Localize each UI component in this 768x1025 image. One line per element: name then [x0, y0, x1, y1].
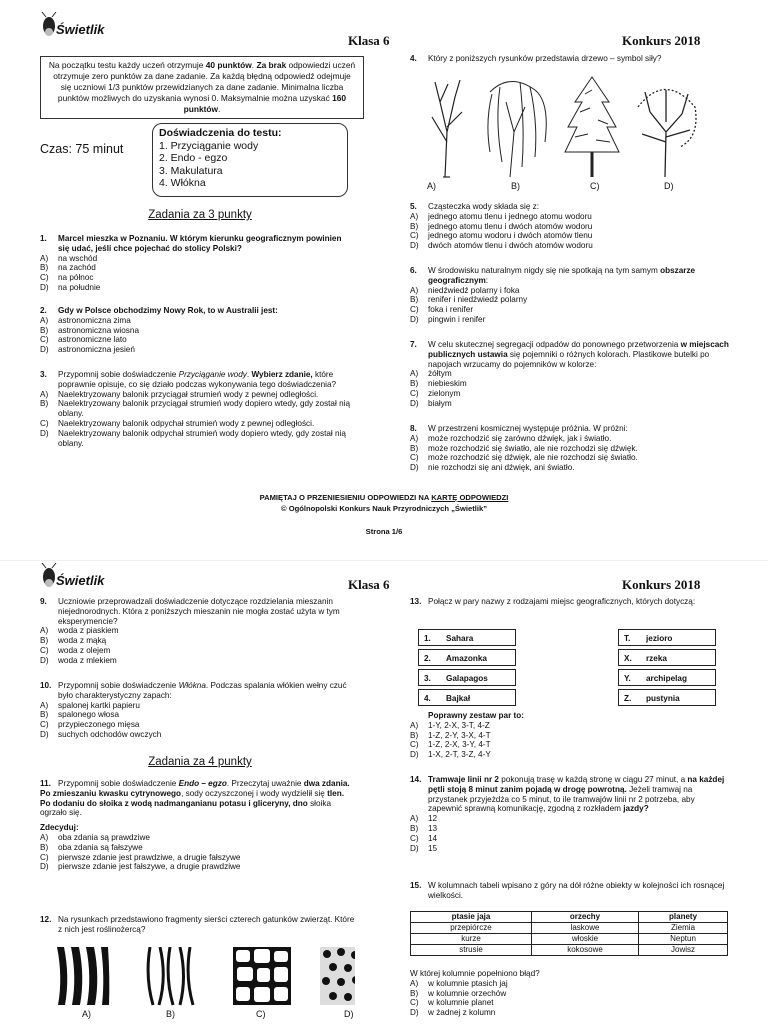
place-type-item[interactable]: X. rzeka — [618, 649, 716, 666]
question-2: 2. Gdy w Polsce obchodzimy Nowy Rok, to w Australii jest: A) astronomiczna zima B) astronomiczna wiosna C) astronomiczne lato D) astronomiczna jesień — [40, 306, 350, 355]
answer-option[interactable]: A) Naelektryzowany balonik przyciągał strumień wody z pewnej odległości. — [40, 389, 319, 399]
answer-option[interactable]: D) w żadnej z kolumn — [410, 1008, 496, 1018]
answer-option[interactable]: A) oba zdania są prawdziwe — [40, 832, 150, 842]
question-7: 7. W celu skutecznej segregacji odpadów do ponownego przetworzenia w miejscach publicznych ustawia się pojemniki o różnych kolorach. Plastikowe butelki po napojach wrzucamy do pojemników w kolorze: A) żółtym B) niebieskim C) zielonym D) białym — [410, 340, 729, 408]
page-footer: PAMIĘTAJ O PRZENIESIENIU ODPOWIEDZI NA KARTĘ ODPOWIEDZI © Ogólnopolski Konkurs Nauk Przyrodniczych „Świetlik” — [259, 493, 509, 513]
fur-label-d: D) — [344, 1009, 354, 1019]
answer-option[interactable]: D) Naelektryzowany balonik odpychał strumień wody dopiero wtedy, gdy został nią oblany. — [40, 428, 346, 448]
answer-option[interactable]: C) zielonym — [410, 388, 461, 398]
answer-option[interactable]: D) woda z mlekiem — [40, 655, 117, 665]
tree-label-d: D) — [664, 181, 674, 191]
fur-label-a: A) — [82, 1009, 91, 1019]
fur-c-giraffe-image — [233, 947, 291, 1005]
section-4-points: Zadania za 4 punkty — [148, 756, 252, 768]
answer-option[interactable]: D) pierwsze zdanie jest fałszywe, a drugie prawdziwe — [40, 862, 241, 872]
answer-option[interactable]: D) nie rozchodzi się ani dźwięk, ani światło. — [410, 463, 575, 473]
experiment-item: 4. Włókna — [159, 177, 206, 189]
answer-option[interactable]: D) na południe — [40, 282, 101, 292]
answer-option[interactable]: C) w kolumnie planet — [410, 998, 494, 1008]
answer-option[interactable]: A) na wschód — [40, 253, 98, 263]
places-list — [418, 629, 516, 706]
answer-option[interactable]: B) 13 — [410, 823, 438, 833]
place-item[interactable]: 3. Galapagos — [418, 669, 516, 686]
answer-option[interactable]: A) spalonej kartki papieru — [40, 700, 140, 710]
experiments-box — [152, 123, 348, 197]
contest-label: Konkurs 2018 — [622, 577, 701, 592]
table-row: kurze włoskie Neptun — [411, 934, 728, 945]
answer-option[interactable]: B) Naelektryzowany balonik przyciągał strumień wody dopiero wtedy, gdy został nią oblany. — [40, 399, 351, 419]
fur-a-zebra-image — [55, 947, 110, 1005]
question-5: 5. Cząsteczka wody składa się z: A) jednego atomu tlenu i jednego atomu wodoru B) jednego atomu tlenu i dwóch atomów wodoru C) jednego atomu wodoru i dwóch atomów tlenu D) dwóch atomów tlenu i dwóch atomów wodoru — [410, 202, 730, 251]
answer-option[interactable]: D) 1-X, 2-T, 3-Z, 4-Y — [410, 750, 491, 760]
answer-option[interactable]: D) 15 — [410, 843, 438, 853]
answer-option[interactable]: B) spalonego włosa — [40, 710, 119, 720]
table-row: przepiórcze laskowe Ziemia — [411, 923, 728, 934]
question-10: 10. Przypomnij sobie doświadczenie Włókna. Podczas spalania włókien wełny czuć było charakterystyczny zapach: A) spalonej kartki papieru B) spalonego włosa C) przypieczonego mięsa D) suchych odchodów owczych — [40, 681, 358, 740]
table-row: strusie kokosowe Jowisz — [411, 945, 728, 956]
answer-option[interactable]: B) astronomiczna wiosna — [40, 325, 140, 335]
trees-figure — [410, 72, 710, 182]
question-12: 12. Na rysunkach przedstawiono fragmenty sierści czterech gatunków zwierząt. Które z nich jest roślinożercą? — [40, 915, 355, 934]
swietlik-logo: Świetlik — [34, 561, 104, 595]
answer-option[interactable]: C) przypieczonego mięsa — [40, 720, 140, 730]
contest-label: Konkurs 2018 — [622, 33, 701, 48]
place-type-item[interactable]: Z. pustynia — [618, 689, 716, 706]
answer-option[interactable]: C) Naelektryzowany balonik odpychał strumień wody z pewnej odległości. — [40, 418, 315, 428]
answer-option[interactable]: D) dwóch atomów tlenu i dwóch atomów wodoru — [410, 241, 593, 251]
tree-b-image — [488, 81, 546, 177]
question-8: 8. W przestrzeni kosmicznej występuje próżnia. W próżni: A) może rozchodzić się zarówno dźwięk, jak i światło. B) może rozchodzić się światło, ale nie rozchodzi się dźwięk. C) może rozchodzić się dźwięk, ale nie rozchodzi się światło. D) nie rozchodzi się ani dźwięk, ani światło. — [410, 424, 730, 473]
intro-box: Na początku testu każdy uczeń otrzymuje 40 punktów. Za brak odpowiedzi uczeń otrzymuje zero punktów za dane zadanie. Za każdą błędną odpowiedź odejmuje się uczniowi 1/3 punktów przewidzianych za dane zadanie. Minimalna liczba punktów możliwych do uzyskania wynosi 0. Maksymalnie można uzyskać 160 punktów. — [40, 56, 364, 119]
fur-d-leopard-image — [320, 947, 355, 1005]
time-label: Czas: 75 minut — [40, 142, 124, 156]
answer-option[interactable]: C) jednego atomu wodoru i dwóch atomów tlenu — [410, 231, 593, 241]
answer-option[interactable]: A) jednego atomu tlenu i jednego atomu wodoru — [410, 211, 592, 221]
class-label: Klasa 6 — [348, 577, 390, 592]
tree-c-image — [565, 77, 619, 177]
answer-option[interactable]: C) 14 — [410, 833, 438, 843]
experiment-item: 2. Endo - egzo — [159, 152, 228, 164]
experiments-title: Doświadczenia do testu: — [159, 127, 282, 139]
answer-option[interactable]: A) w kolumnie ptasich jaj — [410, 978, 508, 988]
answer-option[interactable]: C) woda z olejem — [40, 645, 111, 655]
sizes-table — [410, 911, 728, 956]
fur-label-c: C) — [256, 1009, 266, 1019]
question-13-answers: Poprawny zestaw par to: A) 1-Y, 2-X, 3-T, 4-Z B) 1-Z, 2-Y, 3-X, 4-T C) 1-Z, 2-X, 3-Y, 4-T D) 1-X, 2-T, 3-Z, 4-Y — [410, 711, 730, 760]
question-1: 1. Marcel mieszka w Poznaniu. W którym kierunku geograficznym powinien się udać, jeśli chce pojechać do stolicy Polski? A) na wschód B) na zachód C) na północ D) na południe — [40, 234, 350, 293]
question-15-answers: W której kolumnie popełniono błąd? A) w kolumnie ptasich jaj B) w kolumnie orzechów C) w kolumnie planet D) w żadnej z kolumn — [410, 969, 730, 1018]
answer-option[interactable]: C) 1-Z, 2-X, 3-Y, 4-T — [410, 740, 491, 750]
swietlik-logo: Świetlik — [34, 10, 104, 44]
answer-option[interactable]: B) w kolumnie orzechów — [410, 988, 507, 998]
answer-option[interactable]: A) astronomiczna zima — [40, 315, 131, 325]
question-9: 9. Uczniowie przeprowadzali doświadczenie dotyczące rozdzielania mieszanin niejednorodnych. Która z poniższych mieszanin nie mogła zostać użyta w tym eksperymencie? A) woda z piaskiem B) woda z mąką C) woda z olejem D) woda z mlekiem — [40, 597, 358, 666]
answer-option[interactable]: B) niebieskim — [410, 379, 467, 389]
tree-label-a: A) — [427, 181, 436, 191]
page-2 — [0, 560, 768, 1025]
question-15: 15. W kolumnach tabeli wpisano z góry na dół różne obiekty w kolejności ich rosnącej wielkości. — [410, 881, 725, 900]
class-label: Klasa 6 — [348, 33, 390, 48]
answer-option[interactable]: A) woda z piaskiem — [40, 626, 119, 636]
page-number: Strona 1/6 — [365, 527, 403, 536]
column-header: ptasie jaja — [411, 912, 532, 923]
answer-option[interactable]: C) astronomiczne lato — [40, 335, 127, 345]
place-item[interactable]: 2. Amazonka — [418, 649, 516, 666]
answer-option[interactable]: C) pierwsze zdanie jest prawdziwe, a drugie fałszywe — [40, 852, 241, 862]
answer-option[interactable]: C) foka i renifer — [410, 305, 474, 315]
answer-option[interactable]: A) może rozchodzić się zarówno dźwięk, jak i światło. — [410, 433, 612, 443]
answer-option[interactable]: B) oba zdania są fałszywe — [40, 842, 143, 852]
tree-label-c: C) — [590, 181, 600, 191]
fur-label-b: B) — [166, 1009, 175, 1019]
answer-option[interactable]: B) może rozchodzić się światło, ale nie rozchodzi się dźwięk. — [410, 443, 638, 453]
answer-option[interactable]: B) woda z mąką — [40, 636, 107, 646]
answer-option[interactable]: D) astronomiczna jesień — [40, 345, 135, 355]
answer-option[interactable]: D) pingwin i renifer — [410, 314, 486, 324]
answer-option[interactable]: A) 12 — [410, 814, 438, 824]
question-11: 11. Przypomnij sobie doświadczenie Endo – egzo. Przeczytaj uważnie dwa zdania. Po zmieszaniu kwasku cytrynowego, sody oczyszczonej i wody wydzielił się tlen. Po dodaniu do słoika z wodą nadmanganianu potasu i gliceryny, dno słoika ogrzało się. Zdecyduj: A) oba zdania są prawdziwe B) oba zdania są fałszywe C) pierwsze zdanie jest prawdziwe, a drugie fałszywe D) pierwsze zdanie jest fałszywe, a drugie prawdziwe — [40, 779, 358, 872]
answer-option[interactable]: A) niedźwiedź polarny i foka — [410, 285, 520, 295]
place-type-item[interactable]: Y. archipelag — [618, 669, 716, 686]
page-1 — [0, 0, 768, 512]
question-14: 14. Tramwaje linii nr 2 pokonują trasę w każdą stronę w ciągu 27 minut, a na każdej pętli stoją 8 minut zanim pojadą w drogę powrotną. Jeżeli tramwaj na przystanek przyjeżdża co 5 minut, to ile tramwajów linii nr 2 potrzeba, aby zapewnić sprawną komunikację, zgodną z rozkładem jazdy? A) 12 B) 13 C) 14 D) 15 — [410, 775, 730, 853]
place-types-list — [618, 629, 716, 706]
tree-a-image — [432, 80, 462, 177]
fur-b-tiger-image — [148, 947, 193, 1005]
tree-label-b: B) — [511, 181, 520, 191]
place-item[interactable]: 1. Sahara — [418, 629, 516, 646]
question-13: 13. Połącz w pary nazwy z rodzajami miejsc geograficznych, których dotyczą: — [410, 597, 696, 606]
answer-option[interactable]: A) 1-Y, 2-X, 3-T, 4-Z — [410, 720, 490, 730]
experiment-item: 1. Przyciąganie wody — [159, 139, 259, 152]
question-6: 6. W środowisku naturalnym nigdy się nie spotkają na tym samym obszarze geograficznym: A) niedźwiedź polarny i foka B) renifer i niedźwiedź polarny C) foka i renifer D) pingwin i renifer — [410, 266, 730, 325]
answer-option[interactable]: D) białym — [410, 398, 452, 408]
answer-option[interactable]: B) 1-Z, 2-Y, 3-X, 4-T — [410, 730, 491, 740]
place-item[interactable]: 4. Bajkał — [418, 689, 516, 706]
question-4: 4. Który z poniższych rysunków przedstawia drzewo – symbol siły? — [410, 54, 662, 63]
answer-option[interactable]: B) na zachód — [40, 263, 96, 273]
answer-option[interactable]: C) może rozchodzić się dźwięk, ale nie rozchodzi się światło. — [410, 453, 638, 463]
column-header: planety — [639, 912, 728, 923]
answer-option[interactable]: C) na północ — [40, 273, 94, 283]
experiment-item: 3. Makulatura — [159, 164, 223, 177]
section-3-points: Zadania za 3 punkty — [148, 209, 252, 221]
tree-d-image — [638, 90, 696, 178]
answer-option[interactable]: D) suchych odchodów owczych — [40, 729, 162, 739]
answer-option[interactable]: A) żółtym — [410, 369, 452, 379]
place-type-item[interactable]: T. jezioro — [618, 629, 716, 646]
question-3: 3. Przypomnij sobie doświadczenie Przyciąganie wody. Wybierz zdanie, które poprawnie opisuje, co się działo podczas wykonywania tego doświadczenia? A) Naelektryzowany balonik przyciągał strumień wody z pewnej odległości. B) Naelektryzowany balonik przyciągał strumień wody dopiero wtedy, gdy został nią oblany. C) Naelektryzowany balonik odpychał strumień wody z pewnej odległości. D) Naelektryzowany balonik odpychał strumień wody dopiero wtedy, gdy został nią oblany. — [40, 370, 358, 448]
answer-option[interactable]: B) jednego atomu tlenu i dwóch atomów wodoru — [410, 221, 593, 231]
column-header: orzechy — [531, 912, 638, 923]
table-header-row — [411, 912, 728, 923]
answer-option[interactable]: B) renifer i niedźwiedź polarny — [410, 295, 528, 305]
fur-figure — [55, 947, 355, 1007]
